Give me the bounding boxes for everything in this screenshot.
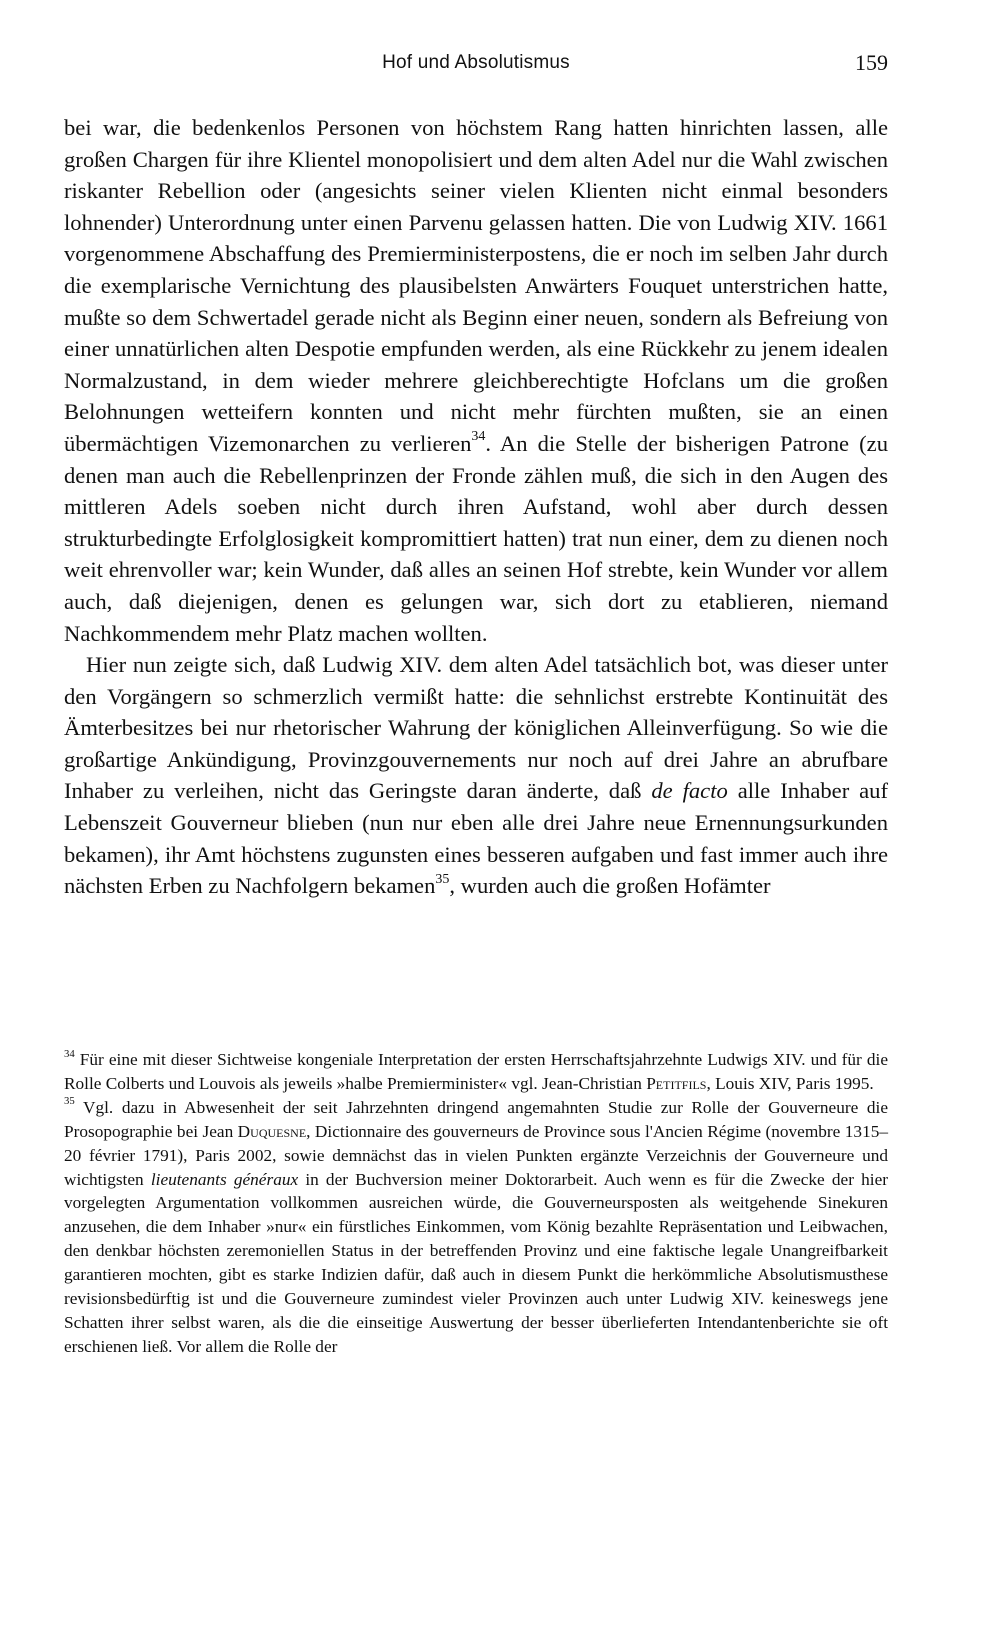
- paragraph-1-text-a: bei war, die bedenkenlos Personen von höchstem Rang hatten hinrichten lassen, alle großen Chargen für ihre Klientel monopolisiert und dem alten Adel nur die Wahl zwischen riskanter Rebellion oder (angesichts seiner vielen Klienten nicht einmal besonders lohnender) Unterordnung unter einen Parvenu gelassen hatten. Die von Ludwig XIV. 1661 vorgenommene Abschaffung des Premierministerpostens, die er noch im selben Jahr durch die exemplarische Vernichtung des plausibelsten Anwärters Fouquet unterstrichen hatte, mußte so dem Schwertadel gerade nicht als Beginn einer neuen, sondern als Befreiung von einer unnatürlichen alten Despotie empfunden werden, als eine Rückkehr zu jenem idealen Normalzustand, in dem wieder mehrere gleichberechtigte Hofclans um die großen Belohnungen wetteifern konnten und nicht mehr fürchten mußten, sie an einen übermächtigen Vizemonarchen zu verlieren: [64, 115, 888, 456]
- footnote-34-marker: 34: [64, 1047, 75, 1060]
- paragraph-2-text-a: Hier nun zeigte sich, daß Ludwig XIV. dem alten Adel tatsächlich bot, was dieser unter den Vorgängern so schmerzlich vermißt hatte: die sehnlichst erstrebte Kontinuität des Ämterbesitzes bei nur rhetorischer Wahrung der königlichen Alleinverfügung. So wie die großartige Ankündigung, Provinzgouvernements nur noch auf drei Jahre an abrufbare Inhaber zu verleihen, nicht das Geringste daran änderte, daß: [64, 652, 888, 804]
- paragraph-1-text-b: . An die Stelle der bisherigen Patrone (zu denen man auch die Rebellenprinzen der Fronde zählen muß, die sich in den Augen des mittleren Adels soeben nicht durch ihren Aufstand, wohl aber durch dessen strukturbedingte Erfolglosigkeit kompromittiert hatten) trat nun einer, dem zu dienen noch weit ehrenvoller war; kein Wunder, daß alles an seinen Hof strebte, kein Wunder vor allem auch, daß diejenigen, denen es gelungen war, sich dort zu etablieren, niemand Nachkommendem mehr Platz machen wollten.: [64, 430, 888, 646]
- footnote-35-text-a: Vgl. dazu in Abwesenheit der seit Jahrzehnten dringend angemahnten Studie zur Rolle der Gouverneure die Prosopographie bei Jean: [64, 1097, 888, 1141]
- running-title: Hof und Absolutismus: [382, 52, 570, 73]
- footnote-ref-35: 35: [435, 871, 450, 887]
- italic-de-facto: de facto: [651, 778, 728, 804]
- main-text: [64, 112, 888, 902]
- page-number: 159: [855, 50, 888, 75]
- italic-lieutenants-generaux: lieutenants généraux: [150, 1169, 299, 1189]
- footnote-35: [64, 1096, 888, 1359]
- footnote-34: [64, 1048, 888, 1096]
- footnote-34-text-b: , Louis XIV, Paris 1995.: [706, 1073, 874, 1093]
- author-petitfils: Petitfils: [646, 1073, 707, 1093]
- footnote-35-text-c: in der Buchversion meiner Doktorarbeit. Auch wenn es für die Zwecke der hier vorgelegten Argumentation vollkommen ausreichen würde, die Gouverneursposten als weitgehende Sinekuren anzusehen, die dem Inhaber »nur« ein fürstliches Einkommen, vom König bezahlte Repräsentation und Leibwachen, den denkbar höchsten zeremoniellen Status in der betreffenden Provinz und eine faktische legale Unangreifbarkeit garantieren mochten, gibt es starke Indizien dafür, daß auch in diesem Punkt die herkömmliche Absolutismusthese revisionsbedürftig ist und die Gouverneure zumindest vieler Provinzen auch unter Ludwig XIV. keineswegs jene Schatten ihrer selbst waren, als die die einseitige Auswertung der besser überlieferten Intendantenberichte sie oft erschienen ließ. Vor allem die Rolle der: [64, 1169, 888, 1356]
- author-duquesne: Duquesne: [237, 1121, 307, 1141]
- running-head: [64, 52, 888, 82]
- footnote-35-marker: 35: [64, 1095, 75, 1108]
- footnote-34-text-a: Für eine mit dieser Sichtweise kongeniale Interpretation der ersten Herrschaftsjahrzehnte Ludwigs XIV. und für die Rolle Colberts und Louvois als jeweils »halbe Premierminister« vgl. Jean-Christian: [64, 1050, 888, 1093]
- paragraph-1: [64, 112, 888, 649]
- paragraph-2: [64, 649, 888, 902]
- paragraph-2-text-c: , wurden auch die großen Hofämter: [449, 873, 771, 899]
- footnotes: [64, 1048, 888, 1359]
- footnote-35-text-b: , Dictionnaire des gouverneurs de Province sous l'Ancien Régime (novembre 1315–20 février 1791), Paris 2002, sowie demnächst das in vielen Punkten ergänzte Verzeichnis der Gouverneure und wichtigsten: [64, 1121, 888, 1189]
- paragraph-2-text-b: alle Inhaber auf Lebenszeit Gouverneur blieben (nun nur eben alle drei Jahre neue Ernennungsurkunden bekamen), ihr Amt höchstens zugunsten eines besseren aufgaben und fast immer auch ihre nächsten Erben zu Nachfolgern bekamen: [64, 778, 888, 899]
- footnote-ref-34: 34: [471, 429, 486, 445]
